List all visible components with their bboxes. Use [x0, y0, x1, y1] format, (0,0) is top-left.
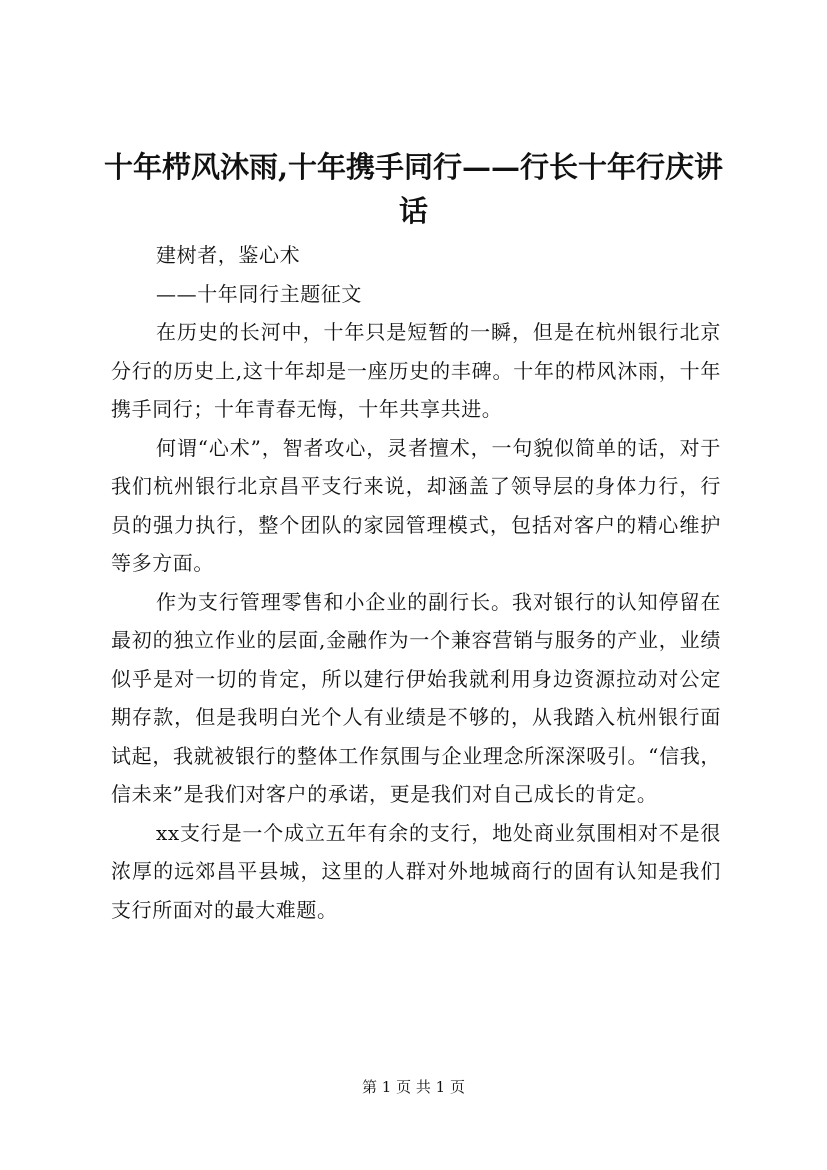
page-footer: 第 1 页 共 1 页	[362, 1078, 465, 1096]
document-body	[111, 236, 721, 929]
body-paragraph: 在历史的长河中，十年只是短暂的一瞬，但是在杭州银行北京分行的历史上,这十年却是一座历史的丰碑。十年的栉风沐雨，十年携手同行；十年青春无悔，十年共享共进。	[111, 320, 721, 421]
body-paragraph: 作为支行管理零售和小企业的副行长。我对银行的认知停留在最初的独立作业的层面,金融作为一个兼容营销与服务的产业，业绩似乎是对一切的肯定，所以建行伊始我就利用身边资源拉动对公定期存款，但是我明白光个人有业绩是不够的，从我踏入杭州银行面试起，我就被银行的整体工作氛围与企业理念所深深吸引。“信我，信未来”是我们对客户的承诺，更是我们对自己成长的肯定。	[111, 589, 721, 806]
subtitle-line: ——十年同行主题征文	[156, 281, 362, 306]
body-paragraph: xx支行是一个成立五年有余的支行，地处商业氛围相对不是很浓厚的远郊昌平县城，这里的人群对外地城商行的固有认知是我们支行所面对的最大难题。	[111, 820, 721, 922]
document-title: 十年栉风沐雨,十年携手同行——行长十年行庆讲话	[103, 150, 724, 228]
body-paragraph: 何谓“心术”，智者攻心，灵者擅术，一句貌似简单的话，对于我们杭州银行北京昌平支行来说，却涵盖了领导层的身体力行，行员的强力执行，整个团队的家园管理模式，包括对客户的精心维护等多方面。	[111, 435, 721, 575]
author-line: 建树者，鉴心术	[156, 243, 301, 267]
